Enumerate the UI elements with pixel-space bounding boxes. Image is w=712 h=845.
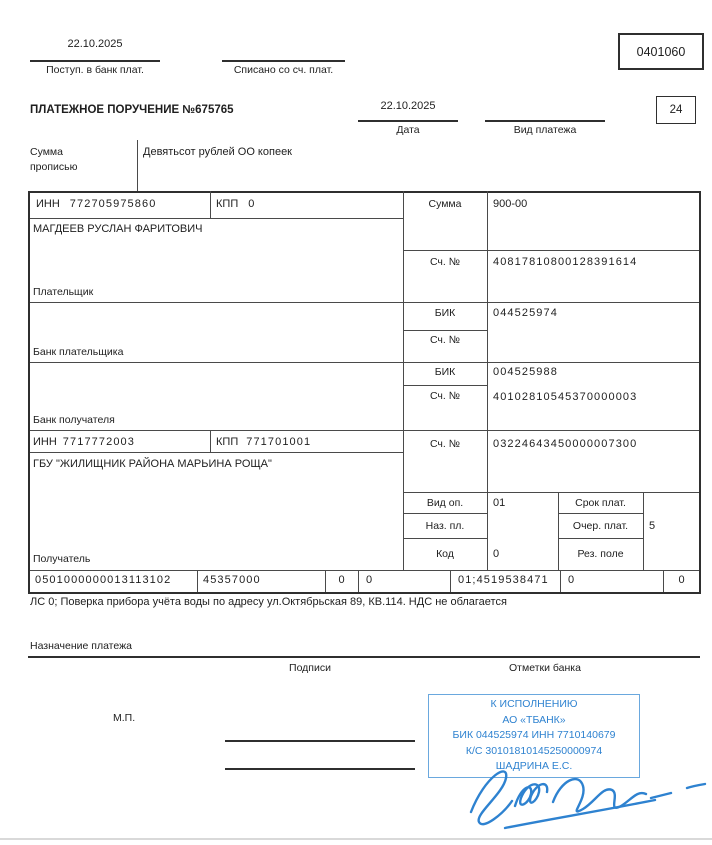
status-code-box — [656, 96, 696, 124]
payer-bank-bik-value: 044525974 — [493, 307, 558, 319]
table-line — [558, 513, 643, 514]
payee-bank-section-label: Банк получателя — [33, 414, 115, 426]
op-type-value: 01 — [493, 497, 506, 509]
table-line — [210, 191, 211, 218]
payer-name: МАГДЕЕВ РУСЛАН ФАРИТОВИЧ — [33, 223, 203, 235]
table-line — [403, 385, 487, 386]
payee-account-label: Сч. № — [429, 438, 461, 450]
table-line — [560, 570, 561, 592]
amount-words-divider — [137, 140, 138, 191]
document-title: ПЛАТЕЖНОЕ ПОРУЧЕНИЕ №675765 — [30, 104, 234, 116]
amount-words-label-1: Сумма — [30, 146, 63, 158]
debited-line — [222, 60, 345, 62]
sum-label: Сумма — [428, 198, 462, 210]
payer-kpp-label: КПП — [216, 198, 239, 210]
table-line — [403, 538, 487, 539]
payee-bank-account-value: 40102810545370000003 — [493, 391, 638, 403]
code-row-cell: 0 — [366, 574, 373, 586]
payer-kpp-value: 0 — [248, 198, 255, 210]
table-line — [210, 430, 211, 452]
payer-section-label: Плательщик — [33, 286, 94, 298]
payer-bank-account-label: Сч. № — [429, 334, 461, 346]
payment-purpose-code-label: Наз. пл. — [425, 520, 465, 532]
payee-name: ГБУ "ЖИЛИЩНИК РАЙОНА МАРЬИНА РОЩА" — [33, 458, 272, 470]
table-line — [699, 191, 701, 594]
priority-value: 5 — [649, 520, 656, 532]
payee-inn-cell — [33, 436, 135, 449]
table-line — [28, 430, 700, 431]
table-line — [403, 492, 700, 493]
payment-kind-line — [485, 120, 605, 122]
signatures-label: Подписи — [289, 662, 331, 674]
received-label: Поступ. в банк плат. — [46, 64, 144, 76]
table-line — [28, 362, 700, 363]
op-type-label: Вид оп. — [426, 497, 464, 509]
table-line — [450, 570, 451, 592]
reserve-field-label: Рез. поле — [577, 548, 624, 560]
payee-section-label: Получатель — [33, 553, 91, 565]
purpose-underline — [28, 656, 700, 658]
stamp-line: ШАДРИНА Е.С. — [495, 760, 573, 773]
debited-label: Списано со сч. плат. — [233, 64, 334, 76]
payee-bank-bik-label: БИК — [434, 366, 456, 378]
form-code: 0401060 — [636, 44, 686, 59]
signature-line — [225, 768, 415, 770]
code-row-cell: 0 — [568, 574, 575, 586]
table-line — [487, 191, 488, 570]
sum-value: 900-00 — [493, 198, 528, 210]
seal-label: М.П. — [113, 712, 136, 724]
table-line — [403, 513, 487, 514]
code-row-cell: 01;4519538471 — [458, 574, 549, 586]
table-line — [403, 191, 404, 570]
code-row-cell: 0 — [678, 574, 685, 586]
payee-kpp-label: КПП — [216, 436, 239, 448]
table-line — [28, 592, 700, 594]
table-line — [28, 191, 700, 193]
payee-bank-bik-value: 004525988 — [493, 366, 558, 378]
code-label: Код — [436, 548, 454, 560]
payee-bank-account-label: Сч. № — [429, 390, 461, 402]
code-row-cell: 0501000000013113102 — [35, 574, 172, 586]
stamp-line: К ИСПОЛНЕНИЮ — [490, 698, 578, 711]
payer-inn-cell — [36, 198, 156, 211]
doc-date-value: 22.10.2025 — [380, 100, 436, 112]
received-line — [30, 60, 160, 62]
code-row-cell: 45357000 — [203, 574, 261, 586]
due-date-label: Срок плат. — [575, 497, 626, 509]
table-line — [197, 570, 198, 592]
table-line — [558, 538, 643, 539]
payer-inn-value: 772705975860 — [69, 198, 157, 210]
bank-marks-label: Отметки банка — [509, 662, 581, 674]
table-line — [28, 302, 700, 303]
payer-kpp-cell — [216, 198, 254, 211]
payee-inn-label: ИНН — [33, 436, 57, 448]
payer-account-value: 40817810800128391614 — [493, 256, 638, 268]
payee-kpp-cell — [216, 436, 311, 449]
table-line — [28, 452, 403, 453]
form-code-box — [618, 33, 704, 70]
table-line — [403, 250, 700, 251]
payee-kpp-value: 771701001 — [246, 436, 312, 448]
code-value: 0 — [493, 548, 500, 560]
amount-words-label-2: прописью — [30, 161, 78, 173]
date-label: Дата — [396, 124, 420, 136]
page-bottom-divider — [0, 838, 712, 840]
status-code: 24 — [669, 104, 683, 116]
payer-bank-bik-label: БИК — [434, 307, 456, 319]
payee-inn-value: 7717772003 — [62, 436, 135, 448]
stamp-line: АО «ТБАНК» — [502, 713, 566, 726]
date-line — [358, 120, 458, 122]
table-line — [403, 330, 487, 331]
stamp-line: БИК 044525974 ИНН 7710140679 — [452, 729, 616, 742]
payee-account-value: 03224643450000007300 — [493, 438, 638, 450]
payer-bank-section-label: Банк плательщика — [33, 346, 124, 358]
payer-account-label: Сч. № — [429, 256, 461, 268]
stamp-line: К/С 30101810145250000974 — [465, 744, 603, 757]
payment-purpose-label: Назначение платежа — [30, 640, 132, 652]
table-line — [28, 191, 30, 594]
bank-signature — [455, 756, 710, 838]
received-date: 22.10.2025 — [67, 38, 123, 50]
table-line — [358, 570, 359, 592]
signature-line — [225, 740, 415, 742]
table-line — [643, 492, 644, 570]
table-line — [28, 218, 403, 219]
payment-kind-label: Вид платежа — [513, 124, 577, 136]
payer-inn-label: ИНН — [36, 198, 60, 210]
code-row-cell: 0 — [338, 574, 345, 586]
payment-purpose-text: ЛС 0; Поверка прибора учёта воды по адресу ул.Октябрьская 89, КВ.114. НДС не облагается — [30, 596, 507, 608]
amount-in-words: Девятьсот рублей ОО копеек — [143, 146, 292, 158]
table-line — [28, 570, 700, 571]
priority-label: Очер. плат. — [572, 520, 629, 532]
